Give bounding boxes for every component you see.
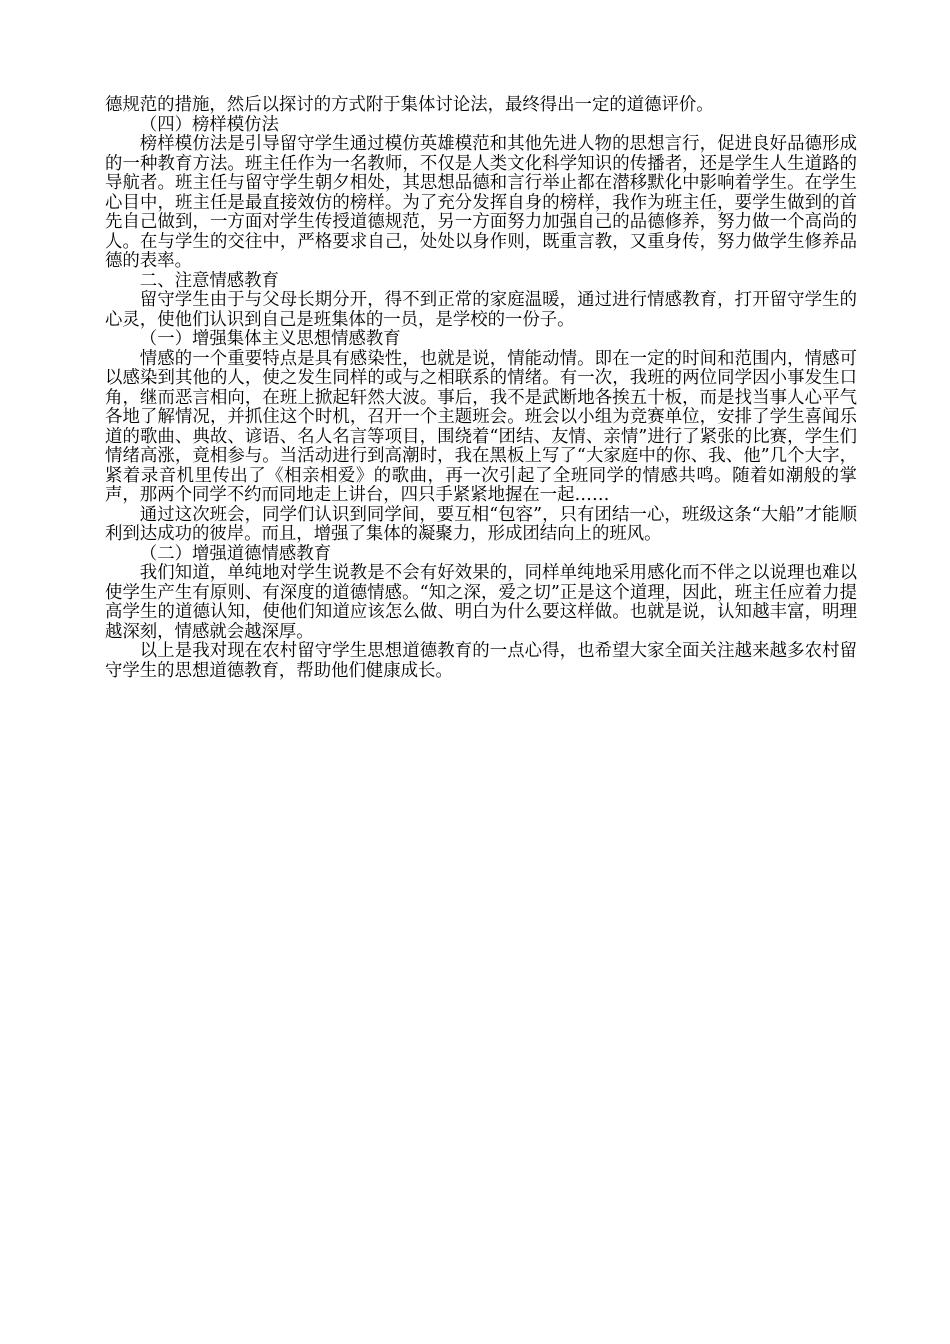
section-heading-collectivism: （一）增强集体主义思想情感教育 — [139, 329, 401, 349]
paragraph-conclusion: 以上是我对现在农村留守学生思想道德教育的一点心得，也希望大家全面关注越来越多农村留守学生的思想道德教育，帮助他们健康成长。 — [105, 641, 857, 681]
paragraph-class-meeting-story: 情感的一个重要特点是具有感染性，也就是说，情能动情。即在一定的时间和范围内，情感可以感染到其他的人，使之发生同样的或与之相联系的情绪。有一次，我班的两位同学因小事发生口角，继而恶言相向，在班上掀起轩然大波。事后，我不是武断地各挨五十板，而是找当事人心平气各地了解情况，并抓住这个时机，召开一个主题班会。班会以小组为竞赛单位，安排了学生喜闻乐道的歌曲、典故、谚语、名人名言等项目，围绕着“团结、友情、亲情”进行了紧张的比赛，学生们情绪高涨，竟相参与。当活动进行到高潮时，我在黑板上写了“大家庭中的你、我、他”几个大字，紧着录音机里传出了《相亲相爱》的歌曲，再一次引起了全班同学的情感共鸣。随着如潮般的掌声，那两个同学不约而同地走上讲台，四只手紧紧地握在一起…… — [105, 348, 857, 505]
paragraph-class-meeting-result: 通过这次班会，同学们认识到同学间，要互相“包容”，只有团结一心，班级这条“大船”才能顺利到达成功的彼岸。而且，增强了集体的凝聚力，形成团结向上的班风。 — [105, 504, 857, 544]
section-heading-moral-emotion: （二）增强道德情感教育 — [139, 543, 332, 564]
section-heading-emotional-education: 二、注意情感教育 — [139, 270, 279, 291]
paragraph-moral-emotion: 我们知道，单纯地对学生说教是不会有好效果的，同样单纯地采用感化而不伴之以说理也难以使学生产生有原则、有深度的道德情感。“知之深，爱之切”正是这个道理，因此，班主任应着力提高学生的道德认知，使他们知道应该怎么做、明白为什么要这样做。也就是说，认知越丰富，明理越深刻，情感就会越深厚。 — [105, 563, 857, 642]
paragraph-emotional-intro: 留守学生由于与父母长期分开，得不到正常的家庭温暖，通过进行情感教育，打开留守学生的心灵，使他们认识到自己是班集体的一员，是学校的一份子。 — [105, 290, 857, 330]
paragraph-continued: 德规范的措施，然后以探讨的方式附于集体讨论法，最终得出一定的道德评价。 — [105, 95, 714, 115]
paragraph-role-model: 榜样模仿法是引导留守学生通过模仿英雄模范和其他先进人物的思想言行，促进良好品德形成的一种教育方法。班主任作为一名教师，不仅是人类文化科学知识的传播者，还是学生人生道路的导航者。班主任与留守学生朝夕相处，其思想品德和言行举止都在潜移默化中影响着学生。在学生心目中，班主任是最直接效仿的榜样。为了充分发挥自身的榜样，我作为班主任，要学生做到的首先自己做到，一方面对学生传授道德规范，另一方面努力加强自己的品德修养，努力做一个高尚的人。在与学生的交往中，严格要求自己，处处以身作则，既重言教，又重身传，努力做学生修养品德的表率。 — [105, 134, 857, 271]
section-heading-role-model: （四）榜样模仿法 — [139, 114, 279, 135]
document-page — [105, 96, 857, 681]
